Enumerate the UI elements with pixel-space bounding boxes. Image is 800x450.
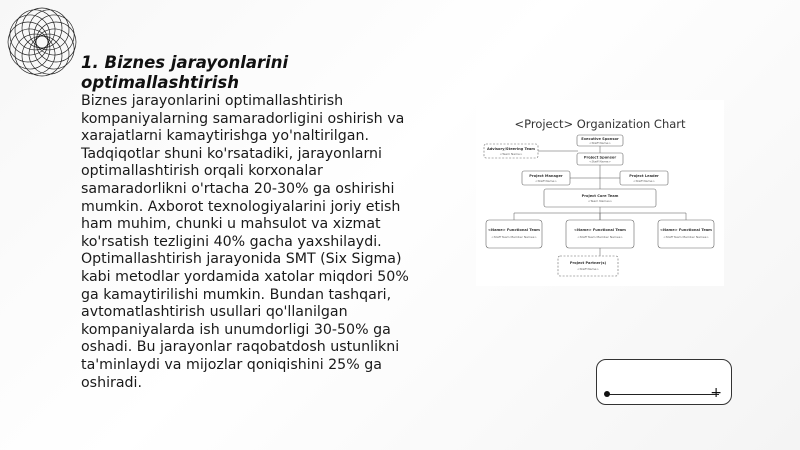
org-box-functional-team-1 [486, 220, 542, 248]
svg-text:<Staff Name>: <Staff Name> [589, 141, 611, 145]
svg-text:<Staff Name>: <Staff Name> [589, 159, 611, 164]
svg-text:<Name> Functional Team: <Name> Functional Team [660, 228, 712, 232]
svg-text:<Staff Name>: <Staff Name> [535, 179, 557, 183]
svg-text:<Team Name>: <Team Name> [499, 152, 523, 156]
svg-text:<Name> Functional Team: <Name> Functional Team [574, 228, 626, 232]
svg-text:<Staff Team Member Names>: <Staff Team Member Names> [577, 235, 623, 239]
decorative-ornament [0, 0, 84, 84]
org-chart-title: <Project> Organization Chart [514, 117, 686, 131]
org-box-advisory-team [484, 144, 538, 158]
svg-text:<Staff Name>: <Staff Name> [633, 179, 655, 183]
org-box-project-leader [620, 171, 668, 185]
org-box-core-team [544, 189, 656, 207]
slider-control[interactable] [596, 359, 732, 405]
org-box-executive-sponsor [577, 135, 623, 146]
svg-text:Advisory/Steering Team: Advisory/Steering Team [486, 147, 536, 151]
svg-text:<Staff Team Member Names>: <Staff Team Member Names> [491, 235, 537, 239]
svg-text:Project Core Team: Project Core Team [581, 194, 619, 198]
org-box-project-manager [522, 171, 570, 185]
slide-body-text: Biznes jarayonlarini optimallashtirish kompaniyalarning samaradorligini oshirish va xarajatlarni kamaytirishga yo'naltirilgan. Tadqiqotlar shuni ko'rsatadiki, jarayonlarni optimallashtirish orqali korxonalar samaradorlikni o'rtacha 20-30% ga oshirishi mumkin. Axborot texnologiyalarini joriy etish ham muhim, chunki u mahsulot va xizmat ko'rsatish tezligini 40% gacha yaxshilaydi. Optimallashtirish jarayonida SMT (Six Sigma) kabi metodlar yordamida xatolar miqdori 50% ga kamaytirilishi mumkin. Bundan tashqari, avtomatlashtirish usullari qo'llanilgan kompaniyalarda ish unumdorligi 30-50% ga oshadi. Bu jarayonlar raqobatdosh ustunlikni ta'minlaydi va mijozlar qoniqishini 25% ga oshiradi. [81, 93, 409, 391]
svg-text:<Name> Functional Team: <Name> Functional Team [488, 228, 540, 232]
svg-text:Project Leader: Project Leader [629, 174, 659, 178]
svg-text:<Staff Team Member Names>: <Staff Team Member Names> [663, 235, 709, 239]
org-box-project-sponsor [577, 153, 623, 165]
slide-title: 1. Biznes jarayonlarini optimallashtirish [81, 53, 289, 92]
slider-handle[interactable] [604, 391, 610, 397]
slider-track[interactable] [607, 394, 719, 395]
plus-icon[interactable]: + [710, 385, 722, 401]
svg-text:Executive Sponsor: Executive Sponsor [581, 137, 619, 141]
org-chart-image [476, 100, 724, 286]
svg-text:<Team Names>: <Team Names> [587, 199, 613, 203]
org-box-project-partner [558, 256, 618, 276]
org-box-functional-team-2 [566, 220, 634, 248]
svg-text:Project Partner(s): Project Partner(s) [569, 261, 607, 265]
svg-text:<Staff Name>: <Staff Name> [577, 267, 599, 271]
org-box-functional-team-3 [658, 220, 714, 248]
svg-text:Project Manager: Project Manager [529, 174, 563, 178]
svg-text:Project Sponsor: Project Sponsor [583, 155, 617, 160]
